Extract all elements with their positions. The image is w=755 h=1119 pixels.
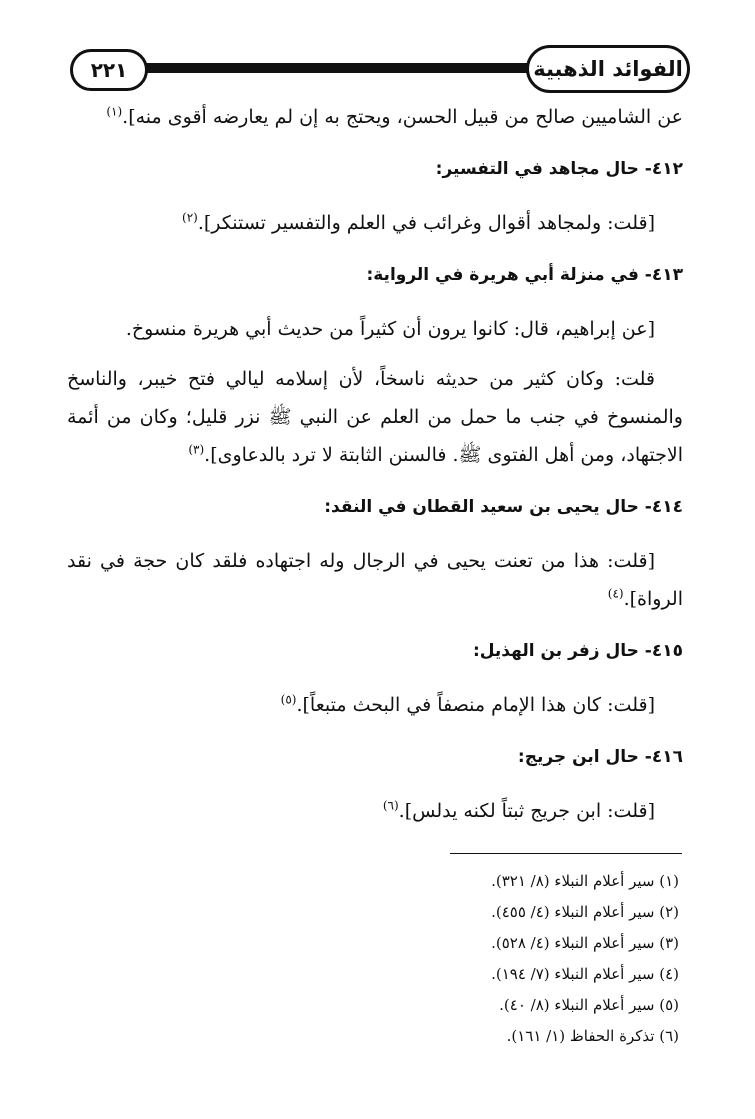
footnote-ref: (٥): [280, 692, 297, 707]
paragraph-415: [67, 686, 683, 724]
footnote-ref: (٢): [182, 210, 198, 225]
paragraph-text: [قلت: ولمجاهد أقوال وغرائب في العلم والتفسير تستنكر].: [197, 212, 655, 234]
section-heading-416: ٤١٦- حال ابن جريج:: [517, 747, 683, 767]
page-number-text: ٢٢١: [90, 58, 128, 82]
page-header: [70, 42, 690, 96]
footnote-divider: [450, 853, 682, 854]
paragraph-text: قلت: وكان كثير من حديثه ناسخاً، لأن إسلامه ليالي فتح خيبر، والناسخ والمنسوخ في جنب ما حمل من العلم عن النبي ﷺ نزر قليل؛ وكان من أئمة الاجتهاد، ومن أهل الفتوى ﷺ. فالسنن الثابتة لا ترد بالدعاوى].: [67, 368, 683, 466]
page-body: [67, 98, 683, 842]
paragraph-413-a: [عن إبراهيم، قال: كانوا يرون أن كثيراً من حديث أبي هريرة منسوخ.: [125, 318, 655, 340]
book-title-text: الفوائد الذهبية: [533, 57, 683, 81]
footnote-6: (٦) تذكرة الحفاظ (١/ ١٦١).: [506, 1027, 679, 1045]
paragraph-text: عن الشاميين صالح من قبيل الحسن، ويحتج به إن لم يعارضه أقوى منه].: [122, 106, 683, 128]
paragraph-continuation: [67, 98, 683, 136]
section-heading-415: ٤١٥- حال زفر بن الهذيل:: [472, 641, 683, 661]
paragraph-413-b: [67, 360, 683, 474]
section-heading-412: ٤١٢- حال مجاهد في التفسير:: [435, 159, 683, 179]
paragraph-416: [67, 792, 683, 830]
page-number: [70, 49, 148, 91]
footnote-5: (٥) سير أعلام النبلاء (٨/ ٤٠).: [499, 996, 679, 1014]
paragraph-412: [67, 204, 683, 242]
paragraph-text: [قلت: كان هذا الإمام منصفاً في البحث متبعاً].: [296, 694, 655, 716]
section-heading-413: ٤١٣- في منزلة أبي هريرة في الرواية:: [366, 265, 683, 285]
footnote-3: (٣) سير أعلام النبلاء (٤/ ٥٢٨).: [491, 934, 679, 952]
footnote-1: (١) سير أعلام النبلاء (٨/ ٣٢١).: [491, 872, 679, 890]
footnote-4: (٤) سير أعلام النبلاء (٧/ ١٩٤).: [491, 965, 679, 983]
book-title: [526, 45, 690, 93]
footnote-ref: (٣): [188, 442, 205, 457]
paragraph-text: [قلت: هذا من تعنت يحيى في الرجال وله اجتهاده فلقد كان حجة في نقد الرواة].: [67, 550, 683, 610]
footnote-ref: (١): [106, 104, 123, 119]
footnote-2: (٢) سير أعلام النبلاء (٤/ ٤٥٥).: [491, 903, 679, 921]
footnote-ref: (٦): [382, 798, 399, 813]
header-rule: [130, 63, 540, 73]
paragraph-text: [قلت: ابن جريج ثبتاً لكنه يدلس].: [398, 800, 655, 822]
footnotes: [379, 866, 679, 1052]
footnote-ref: (٤): [607, 586, 624, 601]
paragraph-414: [67, 542, 683, 618]
section-heading-414: ٤١٤- حال يحيى بن سعيد القطان في النقد:: [324, 497, 683, 517]
